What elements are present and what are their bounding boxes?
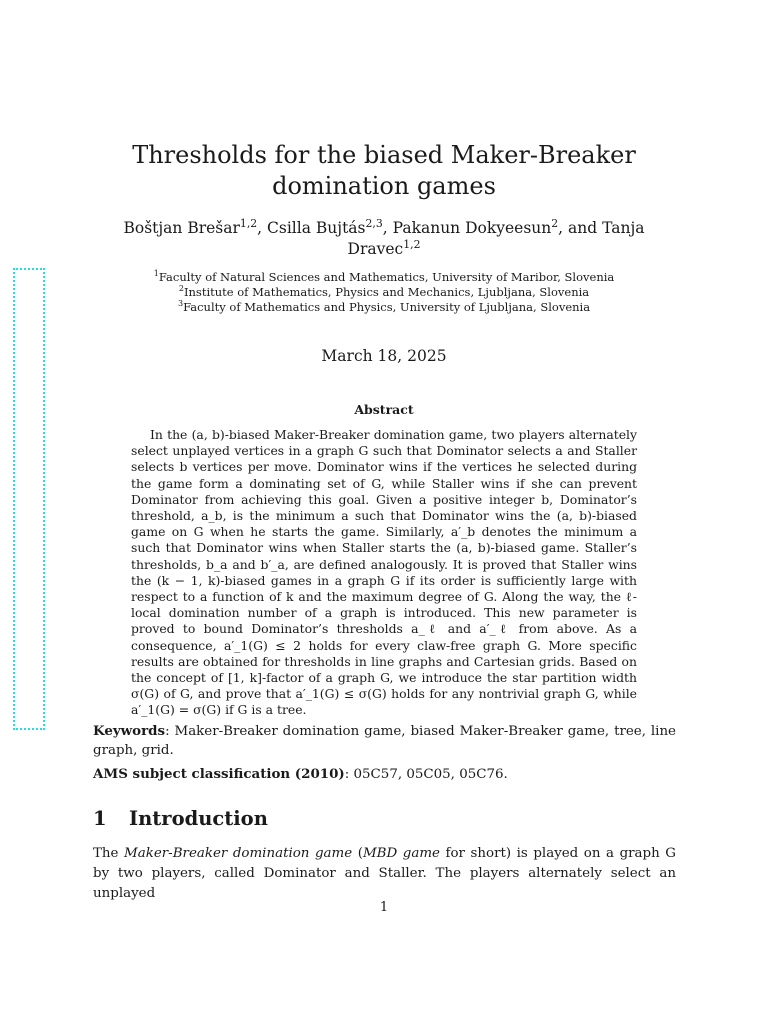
- keywords: [93, 722, 676, 760]
- author-separator: ,: [382, 219, 393, 237]
- intro-text: (: [352, 846, 363, 861]
- intro-paragraph: [93, 844, 676, 904]
- abstract-heading: Abstract: [354, 402, 414, 417]
- affil-sup: 1: [153, 269, 159, 279]
- section-number: 1: [93, 807, 107, 830]
- section-heading: [93, 807, 268, 830]
- section-title: Introduction: [129, 807, 268, 830]
- affiliation: [100, 270, 668, 285]
- affiliation: [100, 300, 668, 315]
- author-name: Pakanun Dokyeesun: [392, 219, 552, 237]
- affil-text: Faculty of Natural Sciences and Mathematics, University of Maribor, Slovenia: [158, 270, 615, 284]
- author-affil-sup: 2,3: [365, 216, 383, 230]
- intro-text: The: [93, 846, 125, 861]
- author-separator: , and: [558, 219, 603, 237]
- author-affil-sup: 1,2: [239, 216, 258, 230]
- author-affil-sup: 1,2: [403, 237, 421, 251]
- author-affil-sup: 2: [551, 216, 559, 230]
- affil-text: Faculty of Mathematics and Physics, University of Ljubljana, Slovenia: [183, 300, 591, 314]
- affil-sup: 2: [178, 284, 184, 294]
- affiliation-list: [100, 270, 668, 315]
- author-separator: ,: [257, 219, 268, 237]
- intro-emphasis: Maker-Breaker domination game: [124, 846, 353, 861]
- intro-text: for short) is played on a graph G by two players, called Dominator and Staller. The players alternately select an unplayed: [93, 846, 676, 901]
- ams-text: : 05C57, 05C05, 05C76.: [344, 767, 508, 782]
- affil-sup: 3: [177, 299, 184, 309]
- ams-label: AMS subject classification (2010): [93, 766, 345, 782]
- author-name: Tanja Dravec: [347, 219, 645, 258]
- author-list: [95, 218, 673, 260]
- affiliation: [100, 285, 668, 300]
- author-name: Csilla Bujtás: [267, 219, 366, 237]
- sidebar-highlight-box: [13, 268, 45, 730]
- intro-emphasis: MBD game: [362, 846, 440, 861]
- ams-classification: [93, 765, 676, 784]
- paper-date: March 18, 2025: [321, 347, 447, 365]
- keywords-text: : Maker-Breaker domination game, biased Maker-Breaker game, tree, line graph, grid.: [93, 724, 676, 758]
- author-name: Boštjan Brešar: [123, 219, 240, 237]
- keywords-label: Keywords: [93, 723, 166, 739]
- affil-text: Institute of Mathematics, Physics and Mechanics, Ljubljana, Slovenia: [183, 285, 590, 299]
- paper-title: Thresholds for the biased Maker-Breaker domination games: [132, 141, 636, 200]
- page-number: 1: [379, 900, 389, 915]
- abstract-text: In the (a, b)-biased Maker-Breaker domination game, two players alternately select unplayed vertices in a graph G such that Dominator selects a and Staller selects b vertices per move. Dominator wins if the vertices he selected during the game form a dominating set of G, while Staller wins if she can prevent Dominator from achieving this goal. Given a positive integer b, Dominator’s threshold, a_b, is the minimum a such that Dominator wins the (a, b)-biased game on G when he starts the game. Similarly, a′_b denotes the minimum a such that Dominator wins when Staller starts the (a, b)-biased game. Staller’s thresholds, b_a and b′_a, are defined analogously. It is proved that Staller wins the (k − 1, k)-biased games in a graph G if its order is sufficiently large with respect to a function of k and the maximum degree of G. Along the way, the ℓ-local domination number of a graph is introduced. This new parameter is proved to bound Dominator’s thresholds a_ℓ and a′_ℓ from above. As a consequence, a′_1(G) ≤ 2 holds for every claw-free graph G. More specific results are obtained for thresholds in line graphs and Cartesian grids. Based on the concept of [1, k]-factor of a graph G, we introduce the star partition width σ(G) of G, and prove that a′_1(G) ≤ σ(G) holds for any nontrivial graph G, while a′_1(G) = σ(G) if G is a tree.: [131, 427, 637, 718]
